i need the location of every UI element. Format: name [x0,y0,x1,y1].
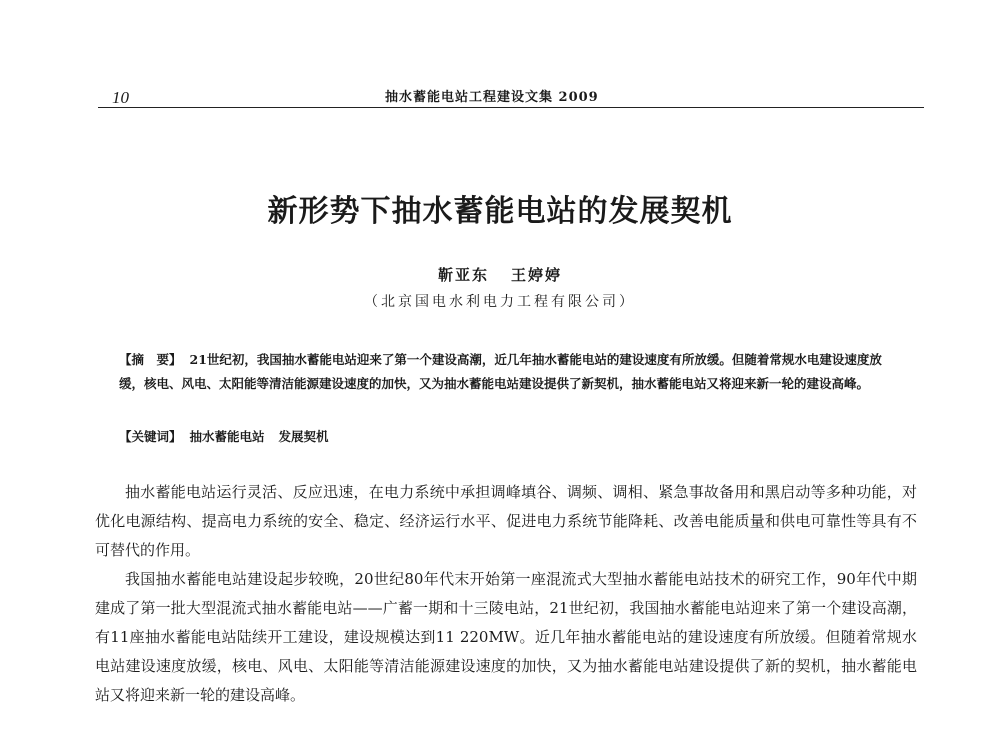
keyword: 抽水蓄能电站 [189,429,265,444]
abstract-text: 21世纪初，我国抽水蓄能电站迎来了第一个建设高潮，近几年抽水蓄能电站的建设速度有所放缓。但随着常规水电建设速度放缓，核电、风电、太阳能等清洁能源建设速度的加快，又为抽水蓄能电站建设提供了新契机，抽水蓄能电站又将迎来新一轮的建设高峰。 [119,352,882,391]
page-number: 10 [112,88,129,107]
author-list [0,264,1000,285]
keywords-label: 【关键词】 [119,429,182,444]
abstract-label: 【摘 要】 [119,352,182,367]
body-text [95,478,917,710]
abstract [119,348,899,396]
author-name: 靳亚东 [437,266,489,284]
author-affiliation: （北京国电水利电力工程有限公司） [364,294,636,310]
header-rule [98,107,924,108]
body-paragraph: 我国抽水蓄能电站建设起步较晚，20世纪80年代末开始第一座混流式大型抽水蓄能电站技术的研究工作，90年代中期建成了第一批大型混流式抽水蓄能电站——广蓄一期和十三陵电站，21世纪初，我国抽水蓄能电站迎来了第一个建设高潮，有11座抽水蓄能电站陆续开工建设，建设规模达到11 220MW。近几年抽水蓄能电站的建设速度有所放缓。但随着常规水电站建设速度放缓，核电、风电、太阳能等清洁能源建设速度的加快，又为抽水蓄能电站建设提供了新的契机，抽水蓄能电站又将迎来新一轮的建设高峰。 [95,570,917,704]
running-header-title: 抽水蓄能电站工程建设文集 2009 [385,90,599,105]
keywords [119,426,899,448]
keyword: 发展契机 [278,429,329,444]
body-paragraph: 抽水蓄能电站运行灵活、反应迅速，在电力系统中承担调峰填谷、调频、调相、紧急事故备用和黑启动等多种功能，对优化电源结构、提高电力系统的安全、稳定、经济运行水平、促进电力系统节能降耗、改善电能质量和供电可靠性等具有不可替代的作用。 [95,483,917,559]
article-title: 新形势下抽水蓄能电站的发展契机 [267,194,733,229]
author-name: 王婷婷 [511,266,563,284]
